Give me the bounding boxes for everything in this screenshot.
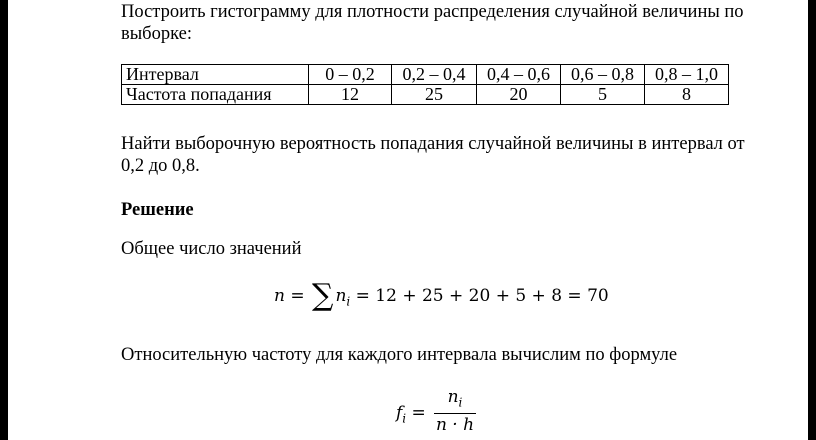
interval-cell: 0,8 – 1,0 (645, 65, 729, 85)
fraction-denominator: n · h (435, 415, 475, 436)
numerator-var: n (447, 387, 459, 407)
frequency-cell: 20 (477, 85, 561, 105)
frequency-cell: 12 (309, 85, 392, 105)
interval-cell: 0,4 – 0,6 (477, 65, 561, 85)
relative-frequency-text: Относительную частоту для каждого интервала вычислим по формуле (121, 345, 678, 365)
table-row (122, 85, 729, 105)
frequency-cell: 25 (392, 85, 477, 105)
formula-term: n (335, 286, 347, 306)
solution-heading: Решение (121, 200, 194, 220)
fraction-bar (434, 413, 476, 414)
frequency-cell: 5 (561, 85, 645, 105)
formula-lhs: n (274, 286, 285, 306)
frequency-table (121, 64, 729, 105)
left-edge-bar (0, 0, 8, 440)
interval-cell: 0,2 – 0,4 (392, 65, 477, 85)
interval-cell: 0,6 – 0,8 (561, 65, 645, 85)
interval-cell: 0 – 0,2 (309, 65, 392, 85)
task-question: Найти выборочную вероятность попадания случайной величины в интервал от 0,2 до 0,8. (121, 134, 745, 176)
total-count-text: Общее число значений (121, 239, 302, 259)
fraction-numerator (434, 387, 476, 412)
sum-formula (274, 278, 609, 321)
formula-rhs: = 12 + 25 + 20 + 5 + 8 = 70 (355, 286, 609, 306)
formula-equals: = (290, 286, 305, 306)
fraction-lhs-subscript: i (402, 411, 407, 426)
numerator-subscript: i (458, 395, 463, 410)
fraction-equals: = (411, 403, 426, 423)
problem-statement: Построить гистограмму для плотности распределения случайной величины по выборке: (121, 2, 744, 44)
sigma-symbol: ∑ (312, 278, 334, 313)
frequency-cell: 8 (645, 85, 729, 105)
fraction (434, 387, 476, 435)
row-label-frequency: Частота попадания (122, 85, 309, 105)
row-label-interval: Интервал (122, 65, 309, 85)
fraction-lhs-var: f (396, 403, 403, 423)
fraction-lhs (396, 402, 426, 429)
right-edge-bar (808, 0, 816, 440)
table-row (122, 65, 729, 85)
formula-term-subscript: i (346, 294, 351, 309)
